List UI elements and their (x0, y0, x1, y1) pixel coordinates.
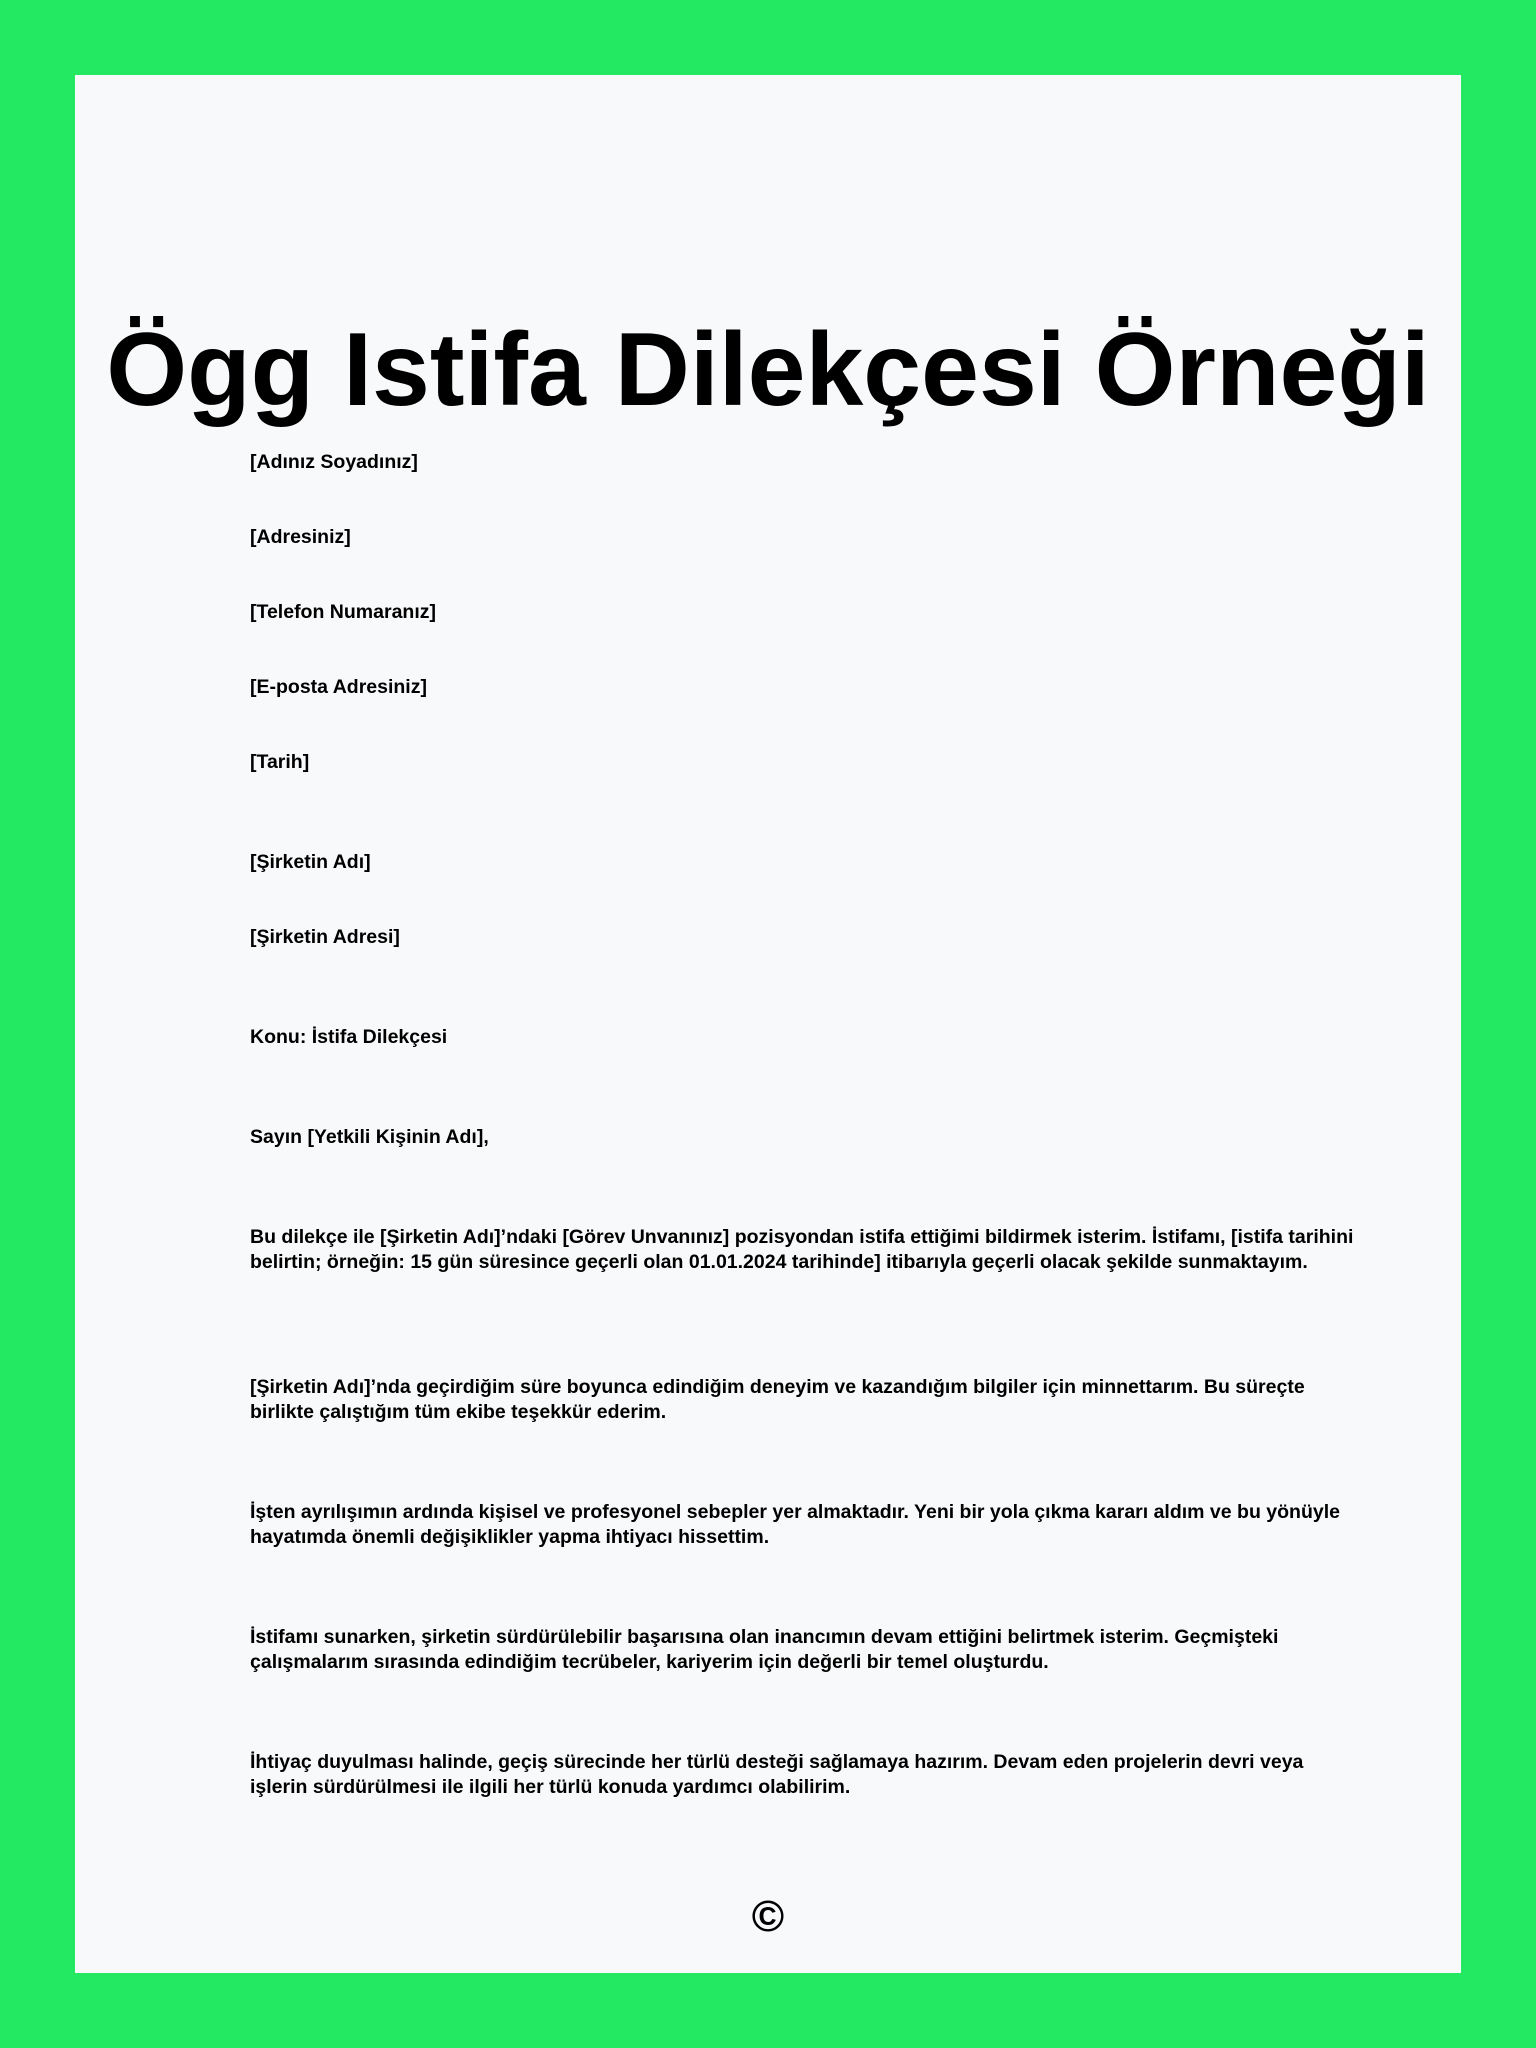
body-paragraph-2: [Şirketin Adı]’nda geçirdiğim süre boyunca edindiğim deneyim ve kazandığım bilgiler için minnettarım. Bu süreçte birlikte çalıştığım tüm ekibe teşekkür ederim. (250, 1376, 1305, 1423)
body-paragraph-1: Bu dilekçe ile [Şirketin Adı]’ndaki [Görev Unvanınız] pozisyondan istifa ettiğimi bildirmek isterim. İstifamı, [istifa tarihini belirtin; örneğin: 15 gün süresince geçerli olan 01.01.2024 tarihinde] itibarıyla geçerli olacak şekilde sunmaktayım. (250, 1226, 1354, 1273)
sender-name: [Adınız Soyadınız] (250, 451, 418, 473)
body-paragraph-4: İstifamı sunarken, şirketin sürdürülebilir başarısına olan inancımın devam ettiğini belirtmek isterim. Geçmişteki çalışmalarım sırasında edindiğim tecrübeler, kariyerim için değerli bir temel oluşturdu. (250, 1626, 1279, 1673)
letter-date: [Tarih] (250, 751, 310, 773)
recipient-company-name: [Şirketin Adı] (250, 851, 371, 873)
sender-address: [Adresiniz] (250, 526, 351, 548)
body-paragraph-3: İşten ayrılışımın ardında kişisel ve profesyonel sebepler yer almaktadır. Yeni bir yola çıkma kararı aldım ve bu yönüyle hayatımda önemli değişiklikler yapma ihtiyacı hissettim. (250, 1501, 1340, 1548)
document-title: Ögg Istifa Dilekçesi Örneği (106, 312, 1430, 428)
letter-subject: Konu: İstifa Dilekçesi (250, 1026, 448, 1048)
letter-salutation: Sayın [Yetkili Kişinin Adı], (250, 1126, 489, 1148)
copyright-symbol: © (751, 1892, 785, 1941)
document-page (75, 75, 1461, 1973)
body-paragraph-5: İhtiyaç duyulması halinde, geçiş sürecinde her türlü desteği sağlamaya hazırım. Devam eden projelerin devri veya işlerin sürdürülmesi ile ilgili her türlü konuda yardımcı olabilirim. (250, 1751, 1304, 1798)
sender-phone: [Telefon Numaranız] (250, 601, 436, 623)
sender-email: [E-posta Adresiniz] (250, 676, 427, 698)
recipient-company-address: [Şirketin Adresi] (250, 926, 400, 948)
